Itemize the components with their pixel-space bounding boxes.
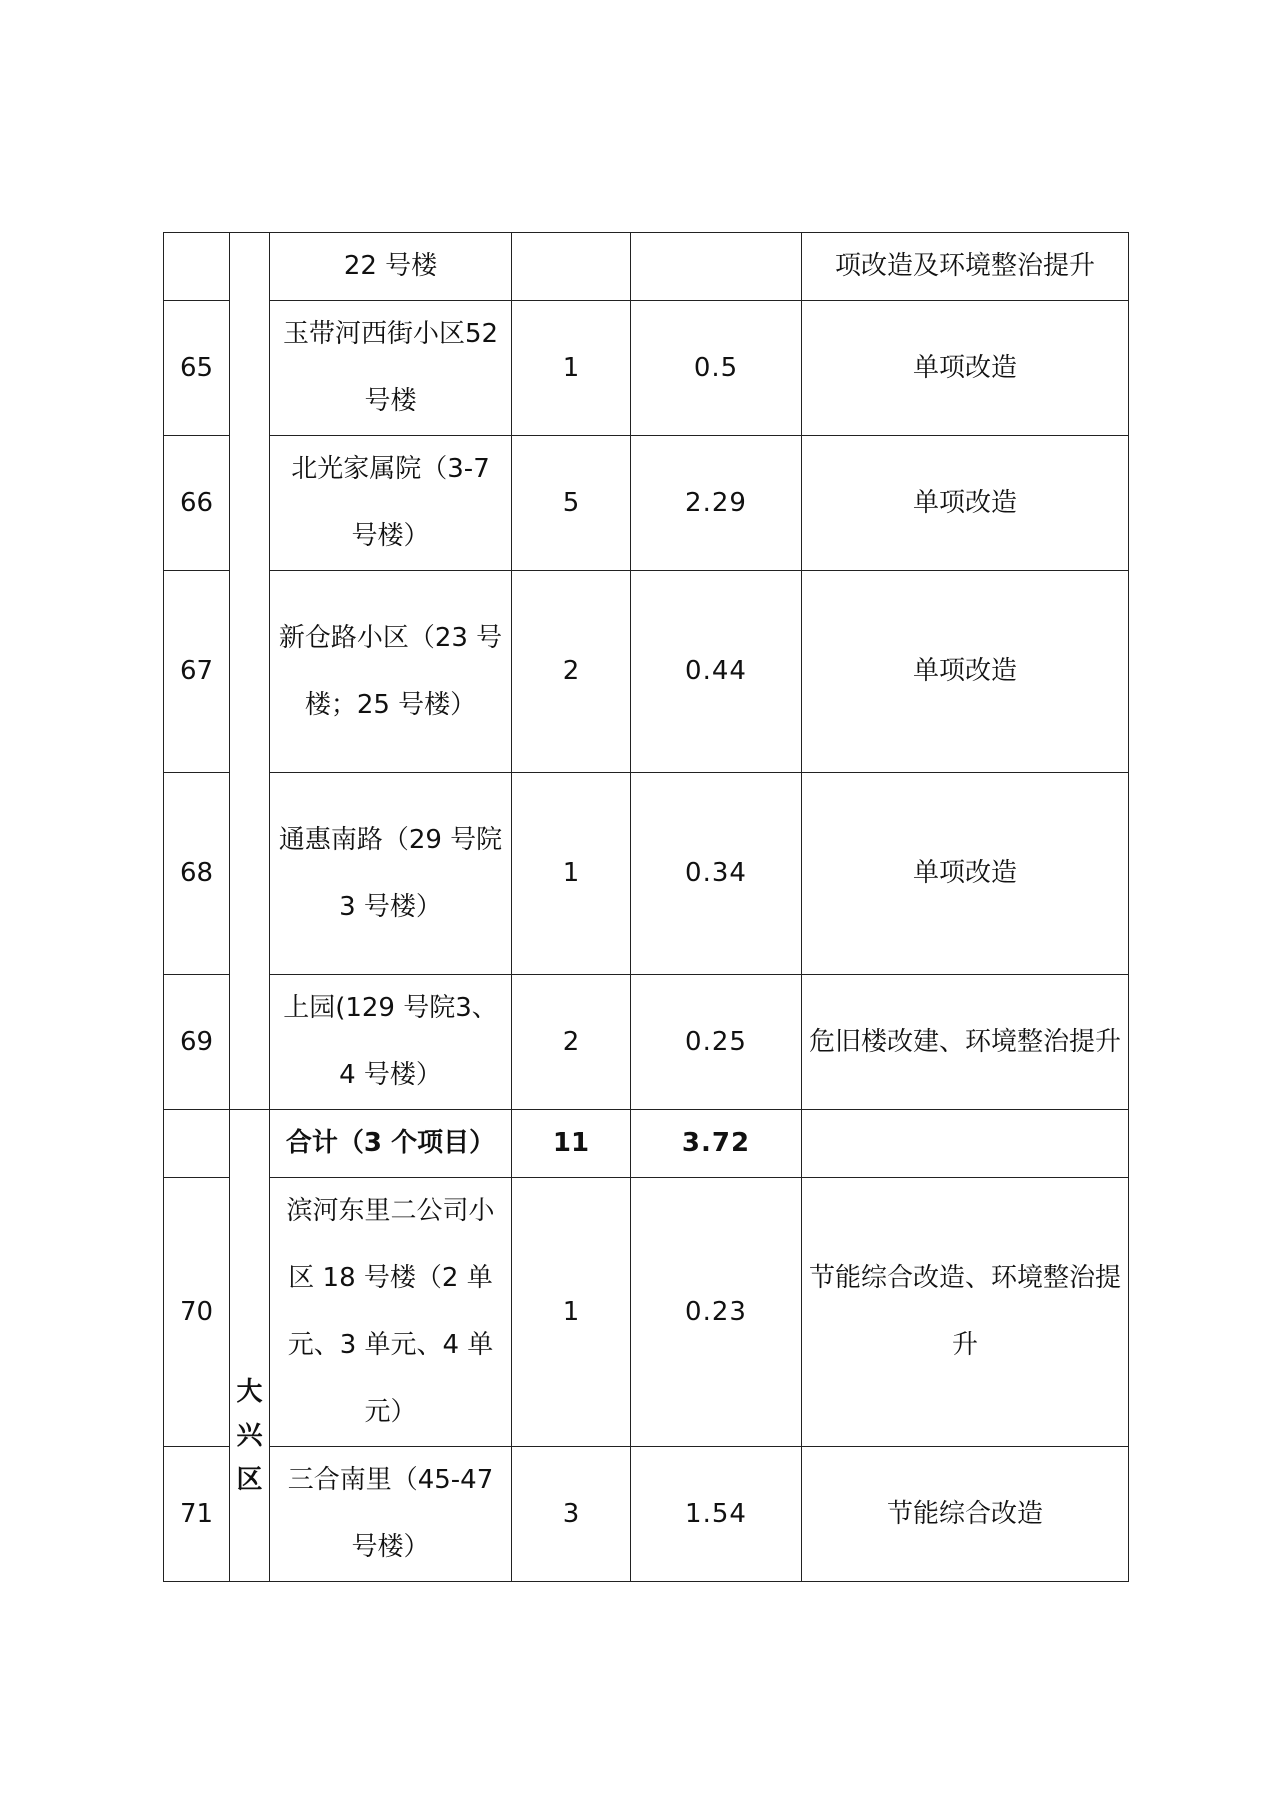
table-row	[164, 1447, 1129, 1582]
building-count	[512, 233, 631, 301]
renovation-content: 单项改造	[802, 571, 1129, 773]
table-row	[164, 975, 1129, 1110]
district-cell	[230, 233, 270, 1110]
row-number: 67	[164, 571, 230, 773]
table-row	[164, 1178, 1129, 1447]
renovation-content: 单项改造	[802, 773, 1129, 975]
building-count: 1	[512, 773, 631, 975]
row-number: 70	[164, 1178, 230, 1447]
renovation-content: 危旧楼改建、环境整治提升	[802, 975, 1129, 1110]
table-row	[164, 773, 1129, 975]
building-count: 1	[512, 301, 631, 436]
project-name: 22 号楼	[270, 233, 512, 301]
area-value: 0.23	[631, 1178, 802, 1447]
area-value: 0.44	[631, 571, 802, 773]
area-value: 1.54	[631, 1447, 802, 1582]
project-name: 玉带河西街小区52 号楼	[270, 301, 512, 436]
project-table	[163, 232, 1129, 1582]
renovation-content: 节能综合改造、环境整治提升	[802, 1178, 1129, 1447]
area-value	[631, 233, 802, 301]
district-name: 大兴区	[236, 1376, 263, 1495]
renovation-content: 节能综合改造	[802, 1447, 1129, 1582]
row-number: 69	[164, 975, 230, 1110]
renovation-content: 单项改造	[802, 436, 1129, 571]
district-cell	[230, 1110, 270, 1582]
project-name: 三合南里（45-47 号楼）	[270, 1447, 512, 1582]
row-number: 68	[164, 773, 230, 975]
building-count: 5	[512, 436, 631, 571]
subtotal-content	[802, 1110, 1129, 1178]
building-count: 1	[512, 1178, 631, 1447]
row-number: 71	[164, 1447, 230, 1582]
subtotal-count: 11	[512, 1110, 631, 1178]
subtotal-row	[164, 1110, 1129, 1178]
row-number	[164, 233, 230, 301]
renovation-content: 单项改造	[802, 301, 1129, 436]
project-name: 滨河东里二公司小区 18 号楼（2 单元、3 单元、4 单元）	[270, 1178, 512, 1447]
area-value: 0.34	[631, 773, 802, 975]
renovation-content: 项改造及环境整治提升	[802, 233, 1129, 301]
row-number: 65	[164, 301, 230, 436]
building-count: 2	[512, 571, 631, 773]
project-name: 北光家属院（3-7 号楼）	[270, 436, 512, 571]
table-row	[164, 571, 1129, 773]
project-name: 新仓路小区（23 号楼；25 号楼）	[270, 571, 512, 773]
subtotal-area: 3.72	[631, 1110, 802, 1178]
row-number: 66	[164, 436, 230, 571]
subtotal-label: 合计（3 个项目）	[270, 1110, 512, 1178]
building-count: 2	[512, 975, 631, 1110]
area-value: 0.25	[631, 975, 802, 1110]
table-row	[164, 436, 1129, 571]
row-number	[164, 1110, 230, 1178]
project-name: 通惠南路（29 号院 3 号楼）	[270, 773, 512, 975]
table-row	[164, 233, 1129, 301]
building-count: 3	[512, 1447, 631, 1582]
area-value: 2.29	[631, 436, 802, 571]
project-name: 上园(129 号院3、4 号楼）	[270, 975, 512, 1110]
area-value: 0.5	[631, 301, 802, 436]
table-row	[164, 301, 1129, 436]
